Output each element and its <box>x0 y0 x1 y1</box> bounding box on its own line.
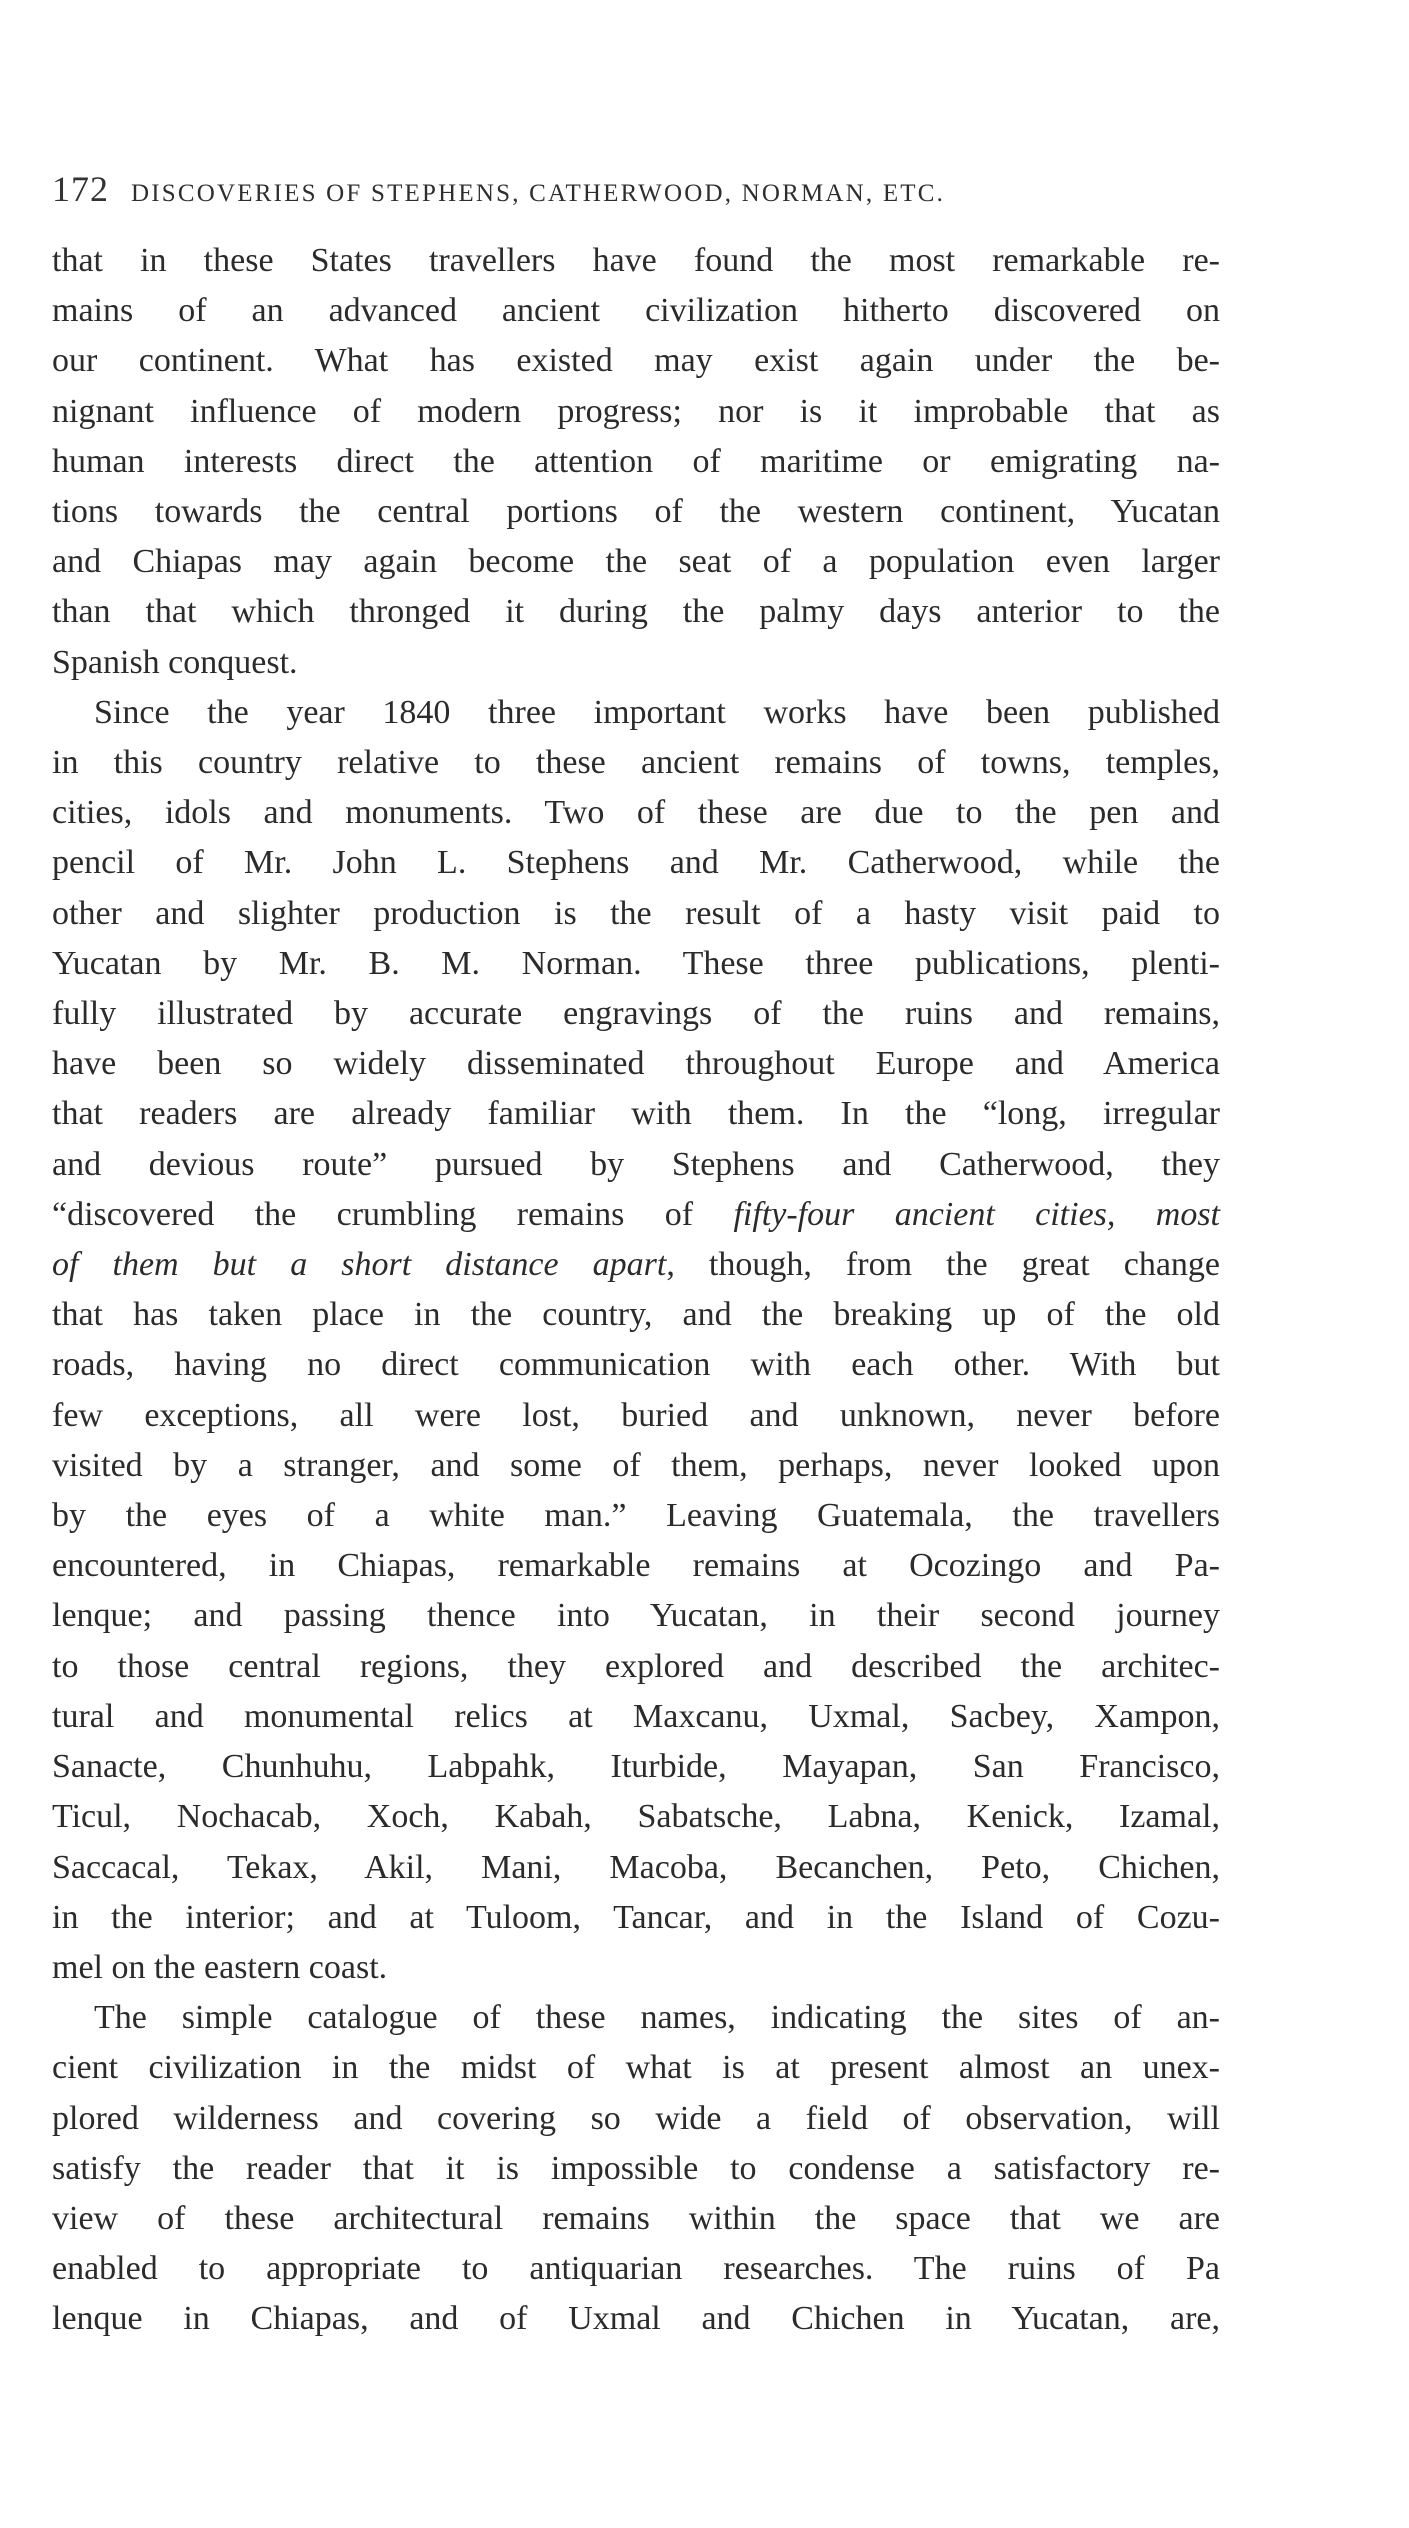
text-line: mains of an advanced ancient civilization hitherto discovered on <box>52 292 1220 330</box>
text-line: cities, idols and monuments. Two of these are due to the pen and <box>52 794 1220 832</box>
text-line: nignant influence of modern progress; nor is it improbable that as <box>52 392 1220 430</box>
text-line: to those central regions, they explored and described the architec- <box>52 1647 1220 1685</box>
text-line: Ticul, Nochacab, Xoch, Kabah, Sabatsche, Labna, Kenick, Izamal, <box>52 1798 1220 1836</box>
text-line: view of these architectural remains within the space that we are <box>52 2199 1220 2237</box>
text-line: few exceptions, all were lost, buried and unknown, never before <box>52 1396 1220 1434</box>
quote-text: , though, from the great change <box>666 1246 1220 1284</box>
paragraph-1 <box>52 236 1220 688</box>
text-line: satisfy the reader that it is impossible to condense a satisfactory re- <box>52 2149 1220 2187</box>
text-line: visited by a stranger, and some of them, perhaps, never looked upon <box>52 1446 1220 1484</box>
text-line: other and slighter production is the result of a hasty visit paid to <box>52 894 1220 932</box>
running-title: DISCOVERIES OF STEPHENS, CATHERWOOD, NORMAN, ETC. <box>131 180 946 207</box>
text-line: that has taken place in the country, and the breaking up of the old <box>52 1296 1220 1334</box>
paragraph-3 <box>52 1993 1220 2344</box>
body-text <box>52 236 1220 2345</box>
text-line: The simple catalogue of these names, indicating the sites of an- <box>94 1999 1220 2037</box>
paragraph-2 <box>52 688 1220 1993</box>
text-line: and Chiapas may again become the seat of a population even larger <box>52 543 1220 581</box>
text-line: by the eyes of a white man.” Leaving Guatemala, the travellers <box>52 1497 1220 1535</box>
text-line: that in these States travellers have found the most remarkable re- <box>52 242 1220 279</box>
text-line: cient civilization in the midst of what is at present almost an unex- <box>52 2049 1220 2087</box>
text-line: mel on the eastern coast. <box>52 1948 388 1986</box>
text-line: lenque in Chiapas, and of Uxmal and Chichen in Yucatan, are, <box>52 2300 1220 2338</box>
text-line: plored wilderness and covering so wide a field of observation, will <box>52 2099 1220 2137</box>
text-line: Sanacte, Chunhuhu, Labpahk, Iturbide, Mayapan, San Francisco, <box>52 1748 1220 1786</box>
text-line: tions towards the central portions of the western continent, Yucatan <box>52 493 1220 531</box>
text-line: lenque; and passing thence into Yucatan, in their second journey <box>52 1597 1220 1635</box>
text-line: in this country relative to these ancient remains of towns, temples, <box>52 744 1220 782</box>
text-line: in the interior; and at Tuloom, Tancar, and in the Island of Cozu- <box>52 1898 1220 1936</box>
italic-emphasis: fifty-four ancient cities, most <box>733 1195 1220 1233</box>
text-line: roads, having no direct communication with each other. With but <box>52 1346 1220 1384</box>
text-line: Yucatan by Mr. B. M. Norman. These three publications, plenti- <box>52 944 1220 982</box>
text-line: and devious route” pursued by Stephens and Catherwood, they <box>52 1145 1220 1183</box>
text-line-mixed <box>52 1190 1220 1240</box>
text-line: human interests direct the attention of maritime or emigrating na- <box>52 442 1220 480</box>
quote-text: “discovered the crumbling remains of <box>52 1195 734 1233</box>
text-line: Saccacal, Tekax, Akil, Mani, Macoba, Becanchen, Peto, Chichen, <box>52 1848 1220 1886</box>
text-line: have been so widely disseminated throughout Europe and America <box>52 1045 1220 1083</box>
text-line: than that which thronged it during the palmy days anterior to the <box>52 593 1220 631</box>
text-line-mixed <box>52 1240 1220 1290</box>
page-number: 172 <box>52 169 109 209</box>
text-line: enabled to appropriate to antiquarian researches. The ruins of Pa <box>52 2250 1220 2288</box>
italic-emphasis: of them but a short distance apart <box>52 1246 667 1284</box>
text-line: Spanish conquest. <box>52 643 298 681</box>
text-line: our continent. What has existed may exist again under the be- <box>52 342 1220 380</box>
text-line: Since the year 1840 three important works have been published <box>94 693 1220 731</box>
text-line: pencil of Mr. John L. Stephens and Mr. Catherwood, while the <box>52 844 1220 882</box>
text-line: fully illustrated by accurate engravings of the ruins and remains, <box>52 995 1220 1033</box>
text-line: that readers are already familiar with them. In the “long, irregular <box>52 1095 1220 1133</box>
page-header <box>52 168 1232 208</box>
text-line: tural and monumental relics at Maxcanu, Uxmal, Sacbey, Xampon, <box>52 1697 1220 1735</box>
text-line: encountered, in Chiapas, remarkable remains at Ocozingo and Pa- <box>52 1547 1220 1585</box>
